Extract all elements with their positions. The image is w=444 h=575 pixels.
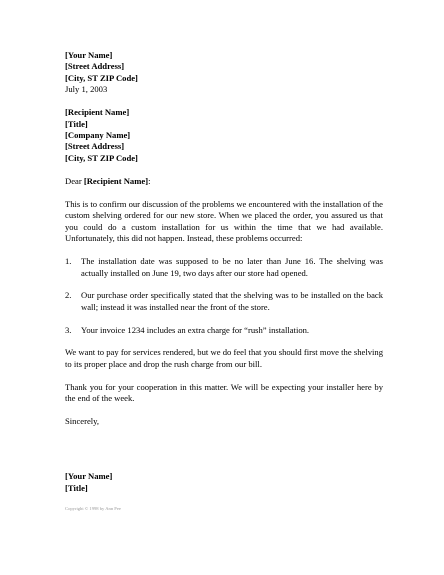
list-item-number: 2. [65,290,72,301]
salutation-prefix: Dear [65,176,84,187]
sender-address [65,50,383,96]
recipient-title: [Title] [65,118,88,129]
signature-name: [Your Name] [65,471,113,482]
copyright-notice: Copyright © 1998 by Ann Pee [65,506,121,512]
request-paragraph: We want to pay for services rendered, but we do feel that you should first move the shelving to its proper place and drop the rush charge from our bill. [65,347,383,369]
closing: Sincerely, [65,416,100,427]
list-item-number: 3. [65,324,72,335]
salutation-name: [Recipient Name] [83,176,149,187]
letter-body [65,50,383,512]
list-item-text: Our purchase order specifically stated that the shelving was to be installed on the back wall; instead it was installed near the front of the store. [81,290,383,312]
list-item-text: Your invoice 1234 includes an extra charge for “rush” installation. [81,324,310,335]
thanks-paragraph: Thank you for your cooperation in this matter. We will be expecting your installer here by the end of the week. [65,381,383,404]
recipient-name: [Recipient Name] [65,107,130,118]
recipient-city: [City, ST ZIP Code] [65,152,138,163]
list-item-number: 1. [65,256,72,267]
sender-street: [Street Address] [65,61,125,72]
salutation [65,176,383,187]
list-item [65,256,383,279]
intro-paragraph: This is to confirm our discussion of the problems we encountered with the installation of the custom shelving ordered for our new store. When we placed the order, you assured us that you could do a custom installation for us within the time that we had available. Unfortunately, this did not happen. Instead, these problems occurred: [65,199,383,244]
list-item [65,325,383,336]
list-item-text: The installation date was supposed to be no later than June 16. The shelving was actually installed on June 19, two days after our store had opened. [81,256,383,278]
sender-city: [City, ST ZIP Code] [65,72,138,83]
sender-name: [Your Name] [65,50,113,60]
recipient-address [65,107,383,164]
signature-block [65,471,383,494]
recipient-company: [Company Name] [65,129,131,140]
list-item [65,290,383,313]
recipient-street: [Street Address] [65,141,125,152]
signature-title: [Title] [65,482,88,493]
salutation-suffix: : [148,176,151,187]
problems-list [65,256,383,336]
letter-date: July 1, 2003 [65,84,108,95]
